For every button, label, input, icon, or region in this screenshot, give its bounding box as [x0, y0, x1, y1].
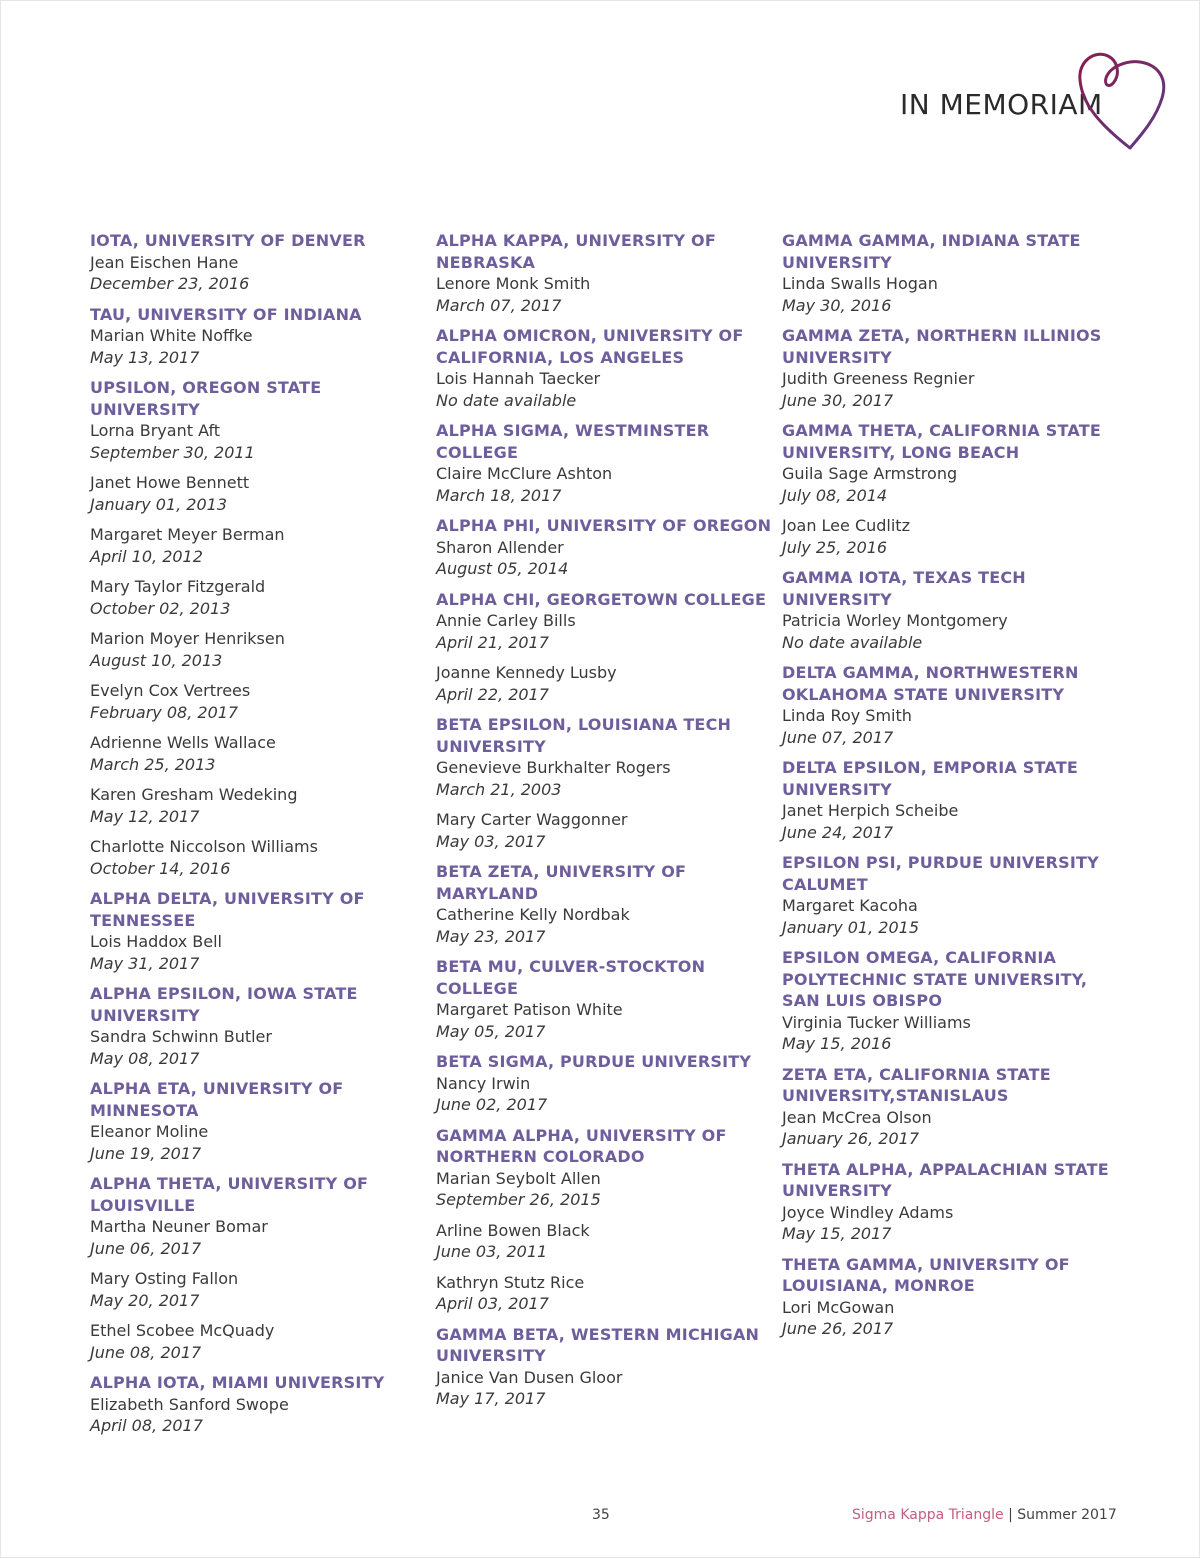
date-of-passing: February 08, 2017 [90, 702, 239, 722]
member-name: Lois Haddox Bell [90, 932, 222, 951]
member-name: Virginia Tucker Williams [782, 1012, 971, 1032]
memorial-entry [782, 1107, 1117, 1150]
member-name: Jean Eischen Hane [90, 252, 239, 272]
chapter-heading: IOTA, UNIVERSITY OF DENVER [90, 231, 366, 250]
member-name: Janet Herpich Scheibe [782, 801, 959, 820]
member-name: Sharon Allender [436, 537, 564, 557]
member-name: Guila Sage Armstrong [782, 464, 958, 483]
chapter-heading: ALPHA THETA, UNIVERSITY OF LOUISVILLE [90, 1174, 369, 1215]
date-of-passing: May 08, 2017 [90, 1048, 200, 1068]
memorial-entry [90, 524, 430, 567]
chapter-heading: GAMMA THETA, CALIFORNIA STATE UNIVERSITY, LONG BEACH [782, 421, 1101, 462]
date-of-passing: March 18, 2017 [436, 485, 562, 505]
date-of-passing: January 26, 2017 [782, 1129, 919, 1148]
date-of-passing: July 08, 2014 [782, 485, 888, 505]
date-of-passing: April 22, 2017 [436, 684, 549, 704]
date-of-passing: May 31, 2017 [90, 953, 200, 973]
date-of-passing: May 15, 2016 [782, 1034, 892, 1053]
memorial-entry [436, 757, 776, 800]
heart-icon [1068, 48, 1174, 156]
date-of-passing: May 12, 2017 [90, 806, 200, 826]
memorial-column-3 [782, 230, 1117, 1340]
member-name: Lenore Monk Smith [436, 274, 591, 293]
member-name: Eleanor Moline [90, 1122, 209, 1141]
member-name: Linda Swalls Hogan [782, 274, 938, 293]
memorial-column-1 [90, 230, 430, 1437]
member-name: Lori McGowan [782, 1297, 895, 1317]
memorial-entry [782, 895, 1117, 938]
member-name: Linda Roy Smith [782, 706, 912, 725]
chapter-heading: ALPHA KAPPA, UNIVERSITY OF NEBRASKA [436, 231, 716, 272]
date-of-passing: October 14, 2016 [90, 858, 231, 878]
member-name: Sandra Schwinn Butler [90, 1027, 272, 1046]
date-of-passing: May 05, 2017 [436, 1021, 546, 1041]
memorial-entry [436, 368, 776, 411]
member-name: Annie Carley Bills [436, 611, 576, 630]
memorial-column-2 [436, 230, 776, 1410]
memorial-entry [436, 463, 776, 506]
member-name: Claire McClure Ashton [436, 464, 613, 483]
chapter-heading: ALPHA OMICRON, UNIVERSITY OF CALIFORNIA, LOS ANGELES [436, 326, 744, 367]
memorial-entry [90, 420, 430, 463]
member-name: Joan Lee Cudlitz [782, 516, 910, 535]
memorial-entry [90, 628, 430, 671]
memorial-entry [90, 576, 430, 619]
member-name: Karen Gresham Wedeking [90, 785, 298, 804]
memorial-entry [436, 999, 776, 1042]
chapter-heading: BETA SIGMA, PURDUE UNIVERSITY [436, 1052, 752, 1071]
date-of-passing: June 30, 2017 [782, 390, 894, 410]
memorial-entry [90, 931, 430, 974]
member-name: Joanne Kennedy Lusby [436, 663, 617, 682]
member-name: Elizabeth Sanford Swope [90, 1394, 289, 1414]
memorial-entry [90, 1320, 430, 1363]
memorial-entry [436, 610, 776, 653]
date-of-passing: April 10, 2012 [90, 546, 203, 566]
member-name: Margaret Patison White [436, 1000, 623, 1019]
chapter-heading: ALPHA PHI, UNIVERSITY OF OREGON [436, 516, 772, 535]
chapter-heading: ZETA ETA, CALIFORNIA STATE UNIVERSITY,STANISLAUS [782, 1064, 1051, 1105]
member-name: Mary Osting Fallon [90, 1269, 239, 1288]
date-of-passing: May 13, 2017 [90, 347, 200, 367]
date-of-passing: January 01, 2015 [782, 917, 919, 937]
member-name: Lois Hannah Taecker [436, 369, 601, 388]
member-name: Martha Neuner Bomar [90, 1217, 268, 1236]
member-name: Lorna Bryant Aft [90, 421, 221, 440]
memorial-entry [782, 1297, 1117, 1340]
chapter-heading: ALPHA CHI, GEORGETOWN COLLEGE [436, 589, 767, 609]
memorial-entry [436, 809, 776, 852]
date-of-passing: December 23, 2016 [90, 274, 250, 293]
memorial-entry [782, 368, 1117, 411]
memorial-entry [782, 273, 1117, 316]
date-of-passing: September 30, 2011 [90, 442, 255, 462]
memorial-entry [90, 732, 430, 775]
chapter-heading: BETA MU, CULVER-STOCKTON COLLEGE [436, 957, 706, 998]
memorial-entry [782, 463, 1117, 506]
date-of-passing: June 26, 2017 [782, 1319, 894, 1338]
member-name: Arline Bowen Black [436, 1220, 590, 1240]
memorial-entry [782, 800, 1117, 843]
page-number: 35 [592, 1507, 610, 1523]
member-name: Janet Howe Bennett [90, 473, 250, 492]
chapter-heading: GAMMA ZETA, NORTHERN ILLINIOS UNIVERSITY [782, 326, 1102, 367]
date-of-passing: May 17, 2017 [436, 1389, 546, 1408]
date-of-passing: March 25, 2013 [90, 754, 216, 774]
member-name: Nancy Irwin [436, 1073, 531, 1093]
chapter-heading: ALPHA DELTA, UNIVERSITY OF TENNESSEE [90, 889, 365, 930]
member-name: Marion Moyer Henriksen [90, 629, 285, 648]
memorial-entry [436, 537, 776, 580]
member-name: Genevieve Burkhalter Rogers [436, 758, 671, 777]
date-of-passing: October 02, 2013 [90, 598, 231, 618]
chapter-heading: GAMMA BETA, WESTERN MICHIGAN UNIVERSITY [436, 1324, 760, 1365]
memorial-entry [782, 1012, 1117, 1055]
date-of-passing: July 25, 2016 [782, 537, 888, 557]
chapter-heading: GAMMA ALPHA, UNIVERSITY OF NORTHERN COLORADO [436, 1125, 727, 1166]
member-name: Adrienne Wells Wallace [90, 733, 276, 752]
member-name: Patricia Worley Montgomery [782, 611, 1008, 630]
member-name: Joyce Windley Adams [782, 1202, 954, 1222]
memorial-entry [90, 252, 430, 295]
memorial-entry [90, 1394, 430, 1437]
date-of-passing: No date available [782, 632, 923, 652]
memorial-entry [436, 273, 776, 316]
memorial-entry [436, 1168, 776, 1211]
member-name: Catherine Kelly Nordbak [436, 905, 630, 924]
chapter-heading: GAMMA GAMMA, INDIANA STATE UNIVERSITY [782, 231, 1081, 272]
memorial-entry [90, 1026, 430, 1069]
memorial-entry [90, 784, 430, 827]
date-of-passing: No date available [436, 390, 577, 410]
publication-name: Sigma Kappa Triangle [852, 1507, 1004, 1523]
memorial-entry [90, 836, 430, 879]
memorial-entry [436, 1272, 776, 1315]
date-of-passing: May 23, 2017 [436, 926, 546, 946]
date-of-passing: June 06, 2017 [90, 1238, 202, 1258]
chapter-heading: TAU, UNIVERSITY OF INDIANA [90, 304, 362, 324]
date-of-passing: May 30, 2016 [782, 295, 892, 315]
member-name: Margaret Kacoha [782, 896, 918, 915]
date-of-passing: May 15, 2017 [782, 1224, 892, 1243]
date-of-passing: January 01, 2013 [90, 494, 227, 514]
member-name: Janice Van Dusen Gloor [436, 1367, 623, 1387]
member-name: Mary Taylor Fitzgerald [90, 577, 266, 596]
memorial-entry [90, 680, 430, 723]
date-of-passing: June 07, 2017 [782, 727, 894, 747]
date-of-passing: June 03, 2011 [436, 1242, 548, 1261]
date-of-passing: June 08, 2017 [90, 1342, 202, 1362]
chapter-heading: UPSILON, OREGON STATE UNIVERSITY [90, 378, 322, 419]
member-name: Marian Seybolt Allen [436, 1168, 601, 1188]
memorial-entry [90, 472, 430, 515]
date-of-passing: March 07, 2017 [436, 295, 562, 315]
date-of-passing: September 26, 2015 [436, 1190, 601, 1209]
date-of-passing: June 19, 2017 [90, 1143, 202, 1163]
chapter-heading: GAMMA IOTA, TEXAS TECH UNIVERSITY [782, 568, 1026, 609]
date-of-passing: April 03, 2017 [436, 1294, 549, 1313]
memorial-entry [436, 1073, 776, 1116]
member-name: Mary Carter Waggonner [436, 810, 628, 829]
memorial-entry [90, 1121, 430, 1164]
date-of-passing: April 08, 2017 [90, 1416, 203, 1435]
memorial-entry [90, 325, 430, 368]
chapter-heading: ALPHA IOTA, MIAMI UNIVERSITY [90, 1373, 385, 1392]
memorial-entry [782, 1202, 1117, 1245]
member-name: Charlotte Niccolson Williams [90, 837, 318, 856]
chapter-heading: ALPHA EPSILON, IOWA STATE UNIVERSITY [90, 984, 358, 1025]
memorial-entry [782, 705, 1117, 748]
issue-label: Summer 2017 [1017, 1507, 1117, 1523]
member-name: Kathryn Stutz Rice [436, 1272, 585, 1292]
date-of-passing: May 20, 2017 [90, 1290, 200, 1310]
date-of-passing: June 02, 2017 [436, 1095, 548, 1114]
memorial-entry [90, 1216, 430, 1259]
memorial-entry [436, 662, 776, 705]
member-name: Margaret Meyer Berman [90, 525, 285, 544]
date-of-passing: June 24, 2017 [782, 822, 894, 842]
chapter-heading: EPSILON OMEGA, CALIFORNIA POLYTECHNIC STATE UNIVERSITY, SAN LUIS OBISPO [782, 948, 1088, 1010]
chapter-heading: THETA GAMMA, UNIVERSITY OF LOUISIANA, MONROE [782, 1254, 1070, 1295]
memorial-entry [90, 1268, 430, 1311]
chapter-heading: DELTA EPSILON, EMPORIA STATE UNIVERSITY [782, 758, 1078, 799]
chapter-heading: EPSILON PSI, PURDUE UNIVERSITY CALUMET [782, 853, 1099, 894]
date-of-passing: August 05, 2014 [436, 559, 569, 578]
member-name: Ethel Scobee McQuady [90, 1321, 275, 1340]
date-of-passing: April 21, 2017 [436, 632, 549, 652]
memorial-entry [436, 1220, 776, 1263]
member-name: Jean McCrea Olson [782, 1107, 932, 1127]
date-of-passing: August 10, 2013 [90, 650, 223, 670]
date-of-passing: May 03, 2017 [436, 831, 546, 851]
footer-separator: | [1008, 1507, 1013, 1523]
member-name: Evelyn Cox Vertrees [90, 681, 251, 700]
publication-footer [852, 1507, 1117, 1523]
memorial-entry [782, 610, 1117, 653]
chapter-heading: ALPHA ETA, UNIVERSITY OF MINNESOTA [90, 1079, 344, 1120]
date-of-passing: March 21, 2003 [436, 779, 562, 799]
member-name: Marian White Noffke [90, 326, 253, 345]
chapter-heading: DELTA GAMMA, NORTHWESTERN OKLAHOMA STATE UNIVERSITY [782, 663, 1079, 704]
chapter-heading: BETA ZETA, UNIVERSITY OF MARYLAND [436, 862, 687, 903]
chapter-heading: ALPHA SIGMA, WESTMINSTER COLLEGE [436, 421, 710, 462]
memorial-entry [782, 515, 1117, 558]
member-name: Judith Greeness Regnier [782, 369, 975, 388]
memorial-entry [436, 1367, 776, 1410]
memorial-entry [436, 904, 776, 947]
page-title: IN MEMORIAM [900, 88, 1103, 121]
chapter-heading: THETA ALPHA, APPALACHIAN STATE UNIVERSITY [782, 1159, 1109, 1200]
chapter-heading: BETA EPSILON, LOUISIANA TECH UNIVERSITY [436, 715, 732, 756]
